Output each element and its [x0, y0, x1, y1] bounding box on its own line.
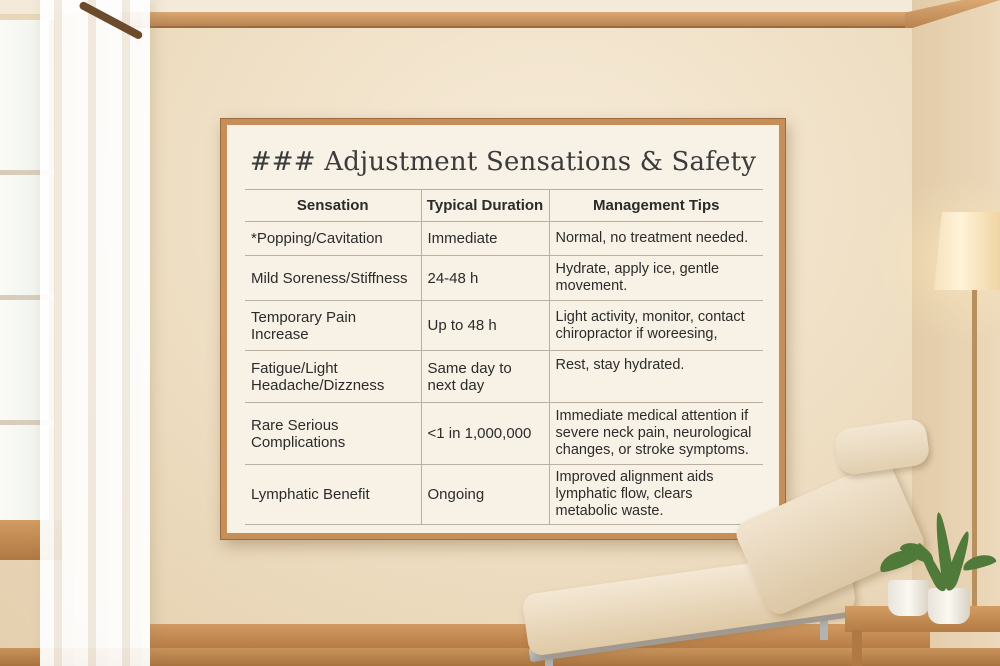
cell-sensation: Temporary Pain Increase — [245, 301, 421, 351]
cell-tips: Rest, stay hydrated. — [549, 351, 763, 403]
table-row — [245, 403, 763, 465]
header-sensation: Sensation — [245, 190, 421, 222]
side-table-leg — [852, 630, 862, 666]
cell-duration: Immediate — [421, 222, 549, 256]
crown-molding — [120, 12, 920, 28]
cell-tips: Immediate medical attention if severe neck pain, neurological changes, or stroke symptoms. — [549, 403, 763, 465]
floor-lamp-shade — [934, 212, 1000, 290]
sensations-table — [245, 189, 763, 525]
cell-sensation: Mild Soreness/Stiffness — [245, 256, 421, 301]
poster-title: ### Adjustment Sensations & Safety — [249, 147, 757, 177]
cell-tips: Hydrate, apply ice, gentle movement. — [549, 256, 763, 301]
cell-duration: 24-48 h — [421, 256, 549, 301]
cell-tips: Light activity, monitor, contact chiropractor if woreesing, — [549, 301, 763, 351]
floor — [0, 648, 1000, 666]
poster-board — [220, 118, 786, 540]
table-row — [245, 351, 763, 403]
table-header-row — [245, 190, 763, 222]
cell-sensation: *Popping/Cavitation — [245, 222, 421, 256]
sheer-curtain — [40, 0, 150, 666]
table-row — [245, 465, 763, 525]
plant-pot — [928, 588, 970, 624]
cell-sensation: Rare Serious Complications — [245, 403, 421, 465]
cell-tips: Normal, no treatment needed. — [549, 222, 763, 256]
header-tips: Management Tips — [549, 190, 763, 222]
cell-duration: <1 in 1,000,000 — [421, 403, 549, 465]
cell-duration: Same day to next day — [421, 351, 549, 403]
cell-sensation: Lymphatic Benefit — [245, 465, 421, 525]
plant-pot — [888, 580, 930, 616]
table-row — [245, 222, 763, 256]
cell-sensation: Fatigue/Light Headache/Dizzness — [245, 351, 421, 403]
cell-duration: Ongoing — [421, 465, 549, 525]
header-duration: Typical Duration — [421, 190, 549, 222]
cell-duration: Up to 48 h — [421, 301, 549, 351]
table-row — [245, 301, 763, 351]
cell-tips: Improved alignment aids lymphatic flow, clears metabolic waste. — [549, 465, 763, 525]
poster-paper — [227, 125, 779, 533]
table-row — [245, 256, 763, 301]
